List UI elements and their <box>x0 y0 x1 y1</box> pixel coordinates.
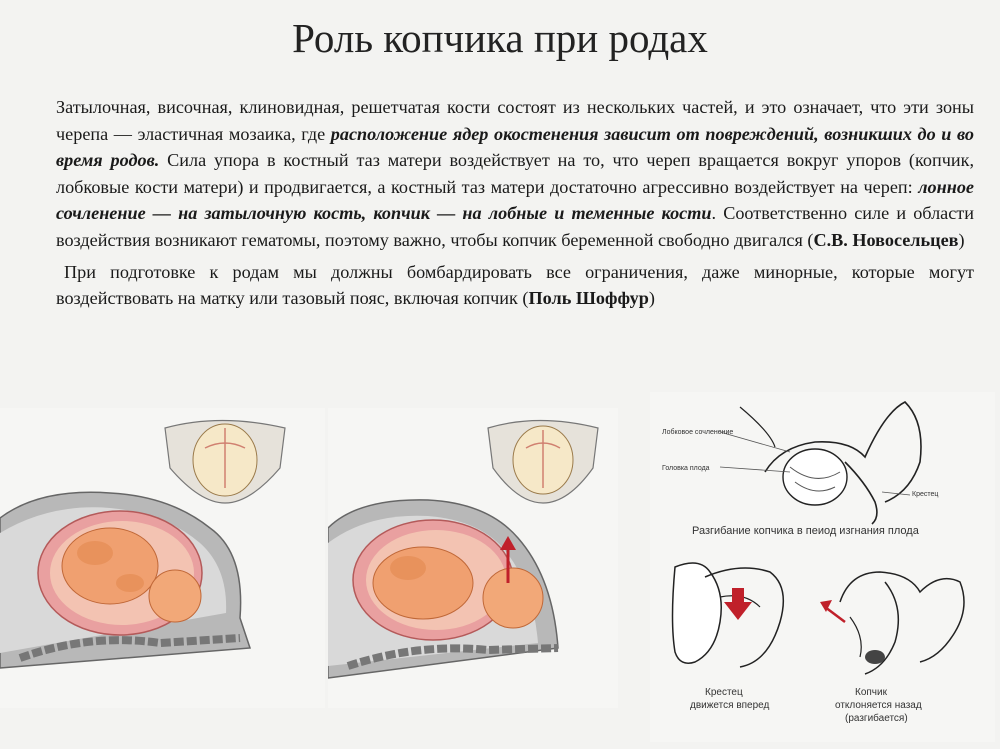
text-run: . Соответственно силе и области воздействия возникают гематомы, поэтому важно, чтобы копчик беременной свободно двигался ( <box>56 203 974 250</box>
emphasis-text: лонное сочленение — на затылочную кость, копчик — на лобные и теменные кости <box>56 176 974 224</box>
label-sacrum: Крестец <box>912 491 939 498</box>
text-run: Затылочная, височная, клиновидная, решетчатая кости состоят из нескольких частей, и это означает, что эти зоны черепа — эластичная мозаика, где <box>56 97 974 144</box>
paragraph-2 <box>56 259 974 312</box>
author-name: С.В. Новосельцев <box>813 229 959 250</box>
text-run: При подготовке к родам мы должны бомбардировать все ограничения, даже минорные, которые могут воздействовать на матку или тазовый пояс, включая копчик ( <box>56 261 974 309</box>
text-run: ) <box>648 288 655 309</box>
caption-top: Разгибание копчика в пеиод изгнания плода <box>692 525 919 537</box>
caption-left-2: движется вперед <box>690 700 770 711</box>
paragraph-1 <box>56 94 974 254</box>
coccyx-diagram <box>650 392 995 742</box>
fetus-illustration-left <box>0 408 325 708</box>
text-run: Сила упора в костный таз матери воздействует на то, что череп вращается вокруг упоров (копчик, лобковые кости матери) и продвигается, а костный таз матери достаточно агрессивно воздействует на череп: <box>56 150 974 197</box>
caption-right-1: Копчик <box>855 687 887 698</box>
article-body <box>56 94 974 312</box>
text-run: ) <box>958 229 965 250</box>
caption-right-2: отклоняется назад <box>835 700 922 711</box>
page-title: Роль копчика при родах <box>292 15 708 61</box>
fetus-illustration-middle <box>328 408 618 708</box>
label-head: Головка плода <box>662 465 710 472</box>
caption-left-1: Крестец <box>705 687 743 698</box>
caption-right-3: (разгибается) <box>845 713 908 724</box>
label-pubic: Лобковое сочленение <box>662 429 734 436</box>
author-name: Поль Шоффур <box>528 288 649 309</box>
emphasis-text: расположение ядер окостенения зависит от повреждений, возникших до и во время родов. <box>56 123 974 171</box>
